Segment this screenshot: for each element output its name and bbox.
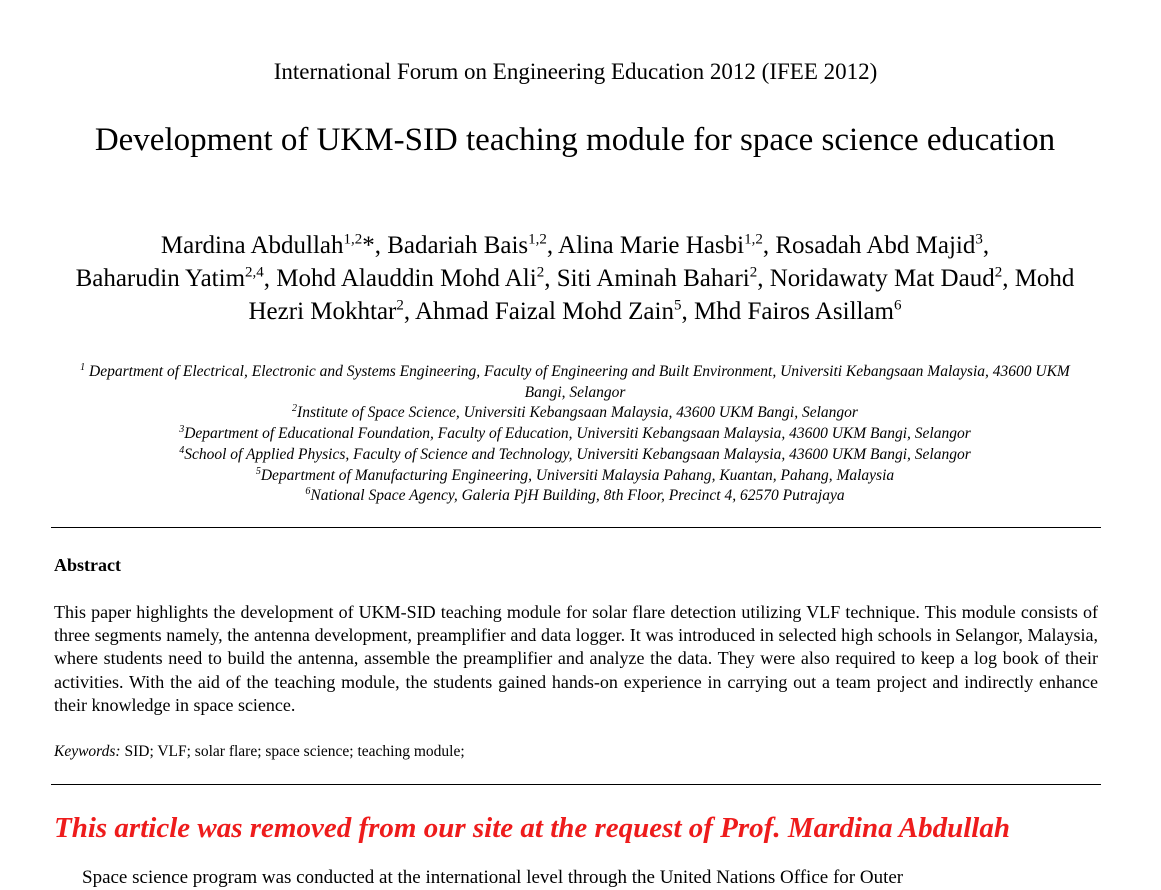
affiliation-text: School of Applied Physics, Faculty of Science and Technology, Universiti Kebangsaan Malaysia, 43600 UKM Bangi, Selangor <box>184 445 971 463</box>
affiliation-item <box>60 466 1090 487</box>
affiliation-list <box>60 362 1090 507</box>
author-affiliation-mark: 2 <box>994 264 1003 281</box>
author-name: Noridawaty Mat Daud <box>769 265 995 292</box>
abstract-heading: Abstract <box>54 555 121 575</box>
affiliation-number: 3 <box>179 423 185 435</box>
removal-notice: This article was removed from our site at the request of Prof. Mardina Abdullah <box>54 812 1010 844</box>
author-name: Badariah Bais <box>387 232 529 259</box>
author-affiliation-mark: 2 <box>536 264 545 281</box>
keywords <box>54 742 1098 762</box>
author-affiliation-mark: 1,2 <box>343 231 363 248</box>
body-text-start: Space science program was conducted at the international level through the United Nations Office for Outer <box>82 867 904 888</box>
affiliation-text: Department of Electrical, Electronic and Systems Engineering, Faculty of Engineering and Built Environment, Universiti Kebangsaan Malaysia, 43600 UKM Bangi, Selangor <box>89 363 1070 401</box>
author-affiliation-mark: 1,2 <box>744 231 763 248</box>
affiliation-item <box>60 424 1090 445</box>
paper-title: Development of UKM-SID teaching module for space science education <box>94 122 1056 158</box>
abstract-body: This paper highlights the development of UKM-SID teaching module for solar flare detection utilizing VLF technique. This module consists of three segments namely, the antenna development, preamplifier and data logger. It was introduced in selected high schools in Selangor, Malaysia, where students need to build the antenna, assemble the preamplifier and analyze the data. They were also required to keep a log book of their activities. With the aid of the teaching module, the students gained hands-on experience in carrying out a team project and indirectly enhance their knowledge in space science. <box>54 602 1098 715</box>
author-affiliation-mark: 2 <box>396 297 404 314</box>
affiliation-number: 5 <box>255 465 261 477</box>
author-name: Rosadah Abd Majid <box>775 232 976 259</box>
divider-top <box>51 527 1101 528</box>
affiliation-text: National Space Agency, Galeria PjH Building, 8th Floor, Precinct 4, 62570 Putrajaya <box>310 487 845 505</box>
author-list: Mardina Abdullah$^{1,2}$*, Badariah Bais$^{1,2}$, Alina Marie Hasbi$^{1,2}$, Rosadah Abd Majid$^3$, Baharudin Yatim$^{2,4}$, Mohd Alauddin Mohd Ali$^2$, Siti Aminah Bahari$^2$, Noridawaty Mat Daud$^2$, Mohd Hezri Mokhtar$^2$, Ahmad Faizal Mohd Zain$^5$, Mhd Fairos Asillam$^6$ <box>75 231 1075 325</box>
author-name: Baharudin Yatim <box>75 265 246 292</box>
author-affiliation-mark: 5 <box>673 297 682 314</box>
affiliation-number: 2 <box>292 403 298 415</box>
author-name: Alina Marie Hasbi <box>558 232 745 259</box>
divider-bottom <box>51 784 1101 785</box>
author-name: Mardina Abdullah <box>160 232 344 259</box>
author-affiliation-mark: 1,2 <box>528 231 547 248</box>
keywords-text: SID; VLF; solar flare; space science; teaching module; <box>120 743 465 760</box>
affiliation-item <box>60 362 1090 403</box>
affiliation-text: Department of Educational Foundation, Faculty of Education, Universiti Kebangsaan Malaysia, 43600 UKM Bangi, Selangor <box>184 425 971 443</box>
affiliation-number: 4 <box>179 444 185 456</box>
affiliation-text: Institute of Space Science, Universiti Kebangsaan Malaysia, 43600 UKM Bangi, Selangor <box>297 404 858 422</box>
affiliation-text: Department of Manufacturing Engineering, Universiti Malaysia Pahang, Kuantan, Pahang, Malaysia <box>260 466 895 484</box>
affiliation-item <box>60 486 1090 507</box>
author-affiliation-mark: 3 <box>975 231 983 248</box>
author-name: Mhd Fairos Asillam <box>693 298 894 325</box>
affiliation-item <box>60 445 1090 466</box>
author-name: Mohd Hezri Mokhtar <box>248 265 1075 325</box>
author-affiliation-mark: 2,4 <box>245 264 264 281</box>
corresponding-author-mark: * <box>362 232 375 259</box>
keywords-label: Keywords: <box>54 743 121 760</box>
author-name: Siti Aminah Bahari <box>556 265 750 292</box>
author-affiliation-mark: 6 <box>894 297 902 314</box>
affiliation-number: 1 <box>80 361 86 373</box>
affiliation-number: 6 <box>305 486 311 498</box>
author-affiliation-mark: 2 <box>749 264 758 281</box>
author-name: Mohd Alauddin Mohd Ali <box>276 265 537 292</box>
affiliation-item <box>60 403 1090 424</box>
author-name: Ahmad Faizal Mohd Zain <box>415 298 674 325</box>
conference-header: International Forum on Engineering Education 2012 (IFEE 2012) <box>273 59 878 84</box>
